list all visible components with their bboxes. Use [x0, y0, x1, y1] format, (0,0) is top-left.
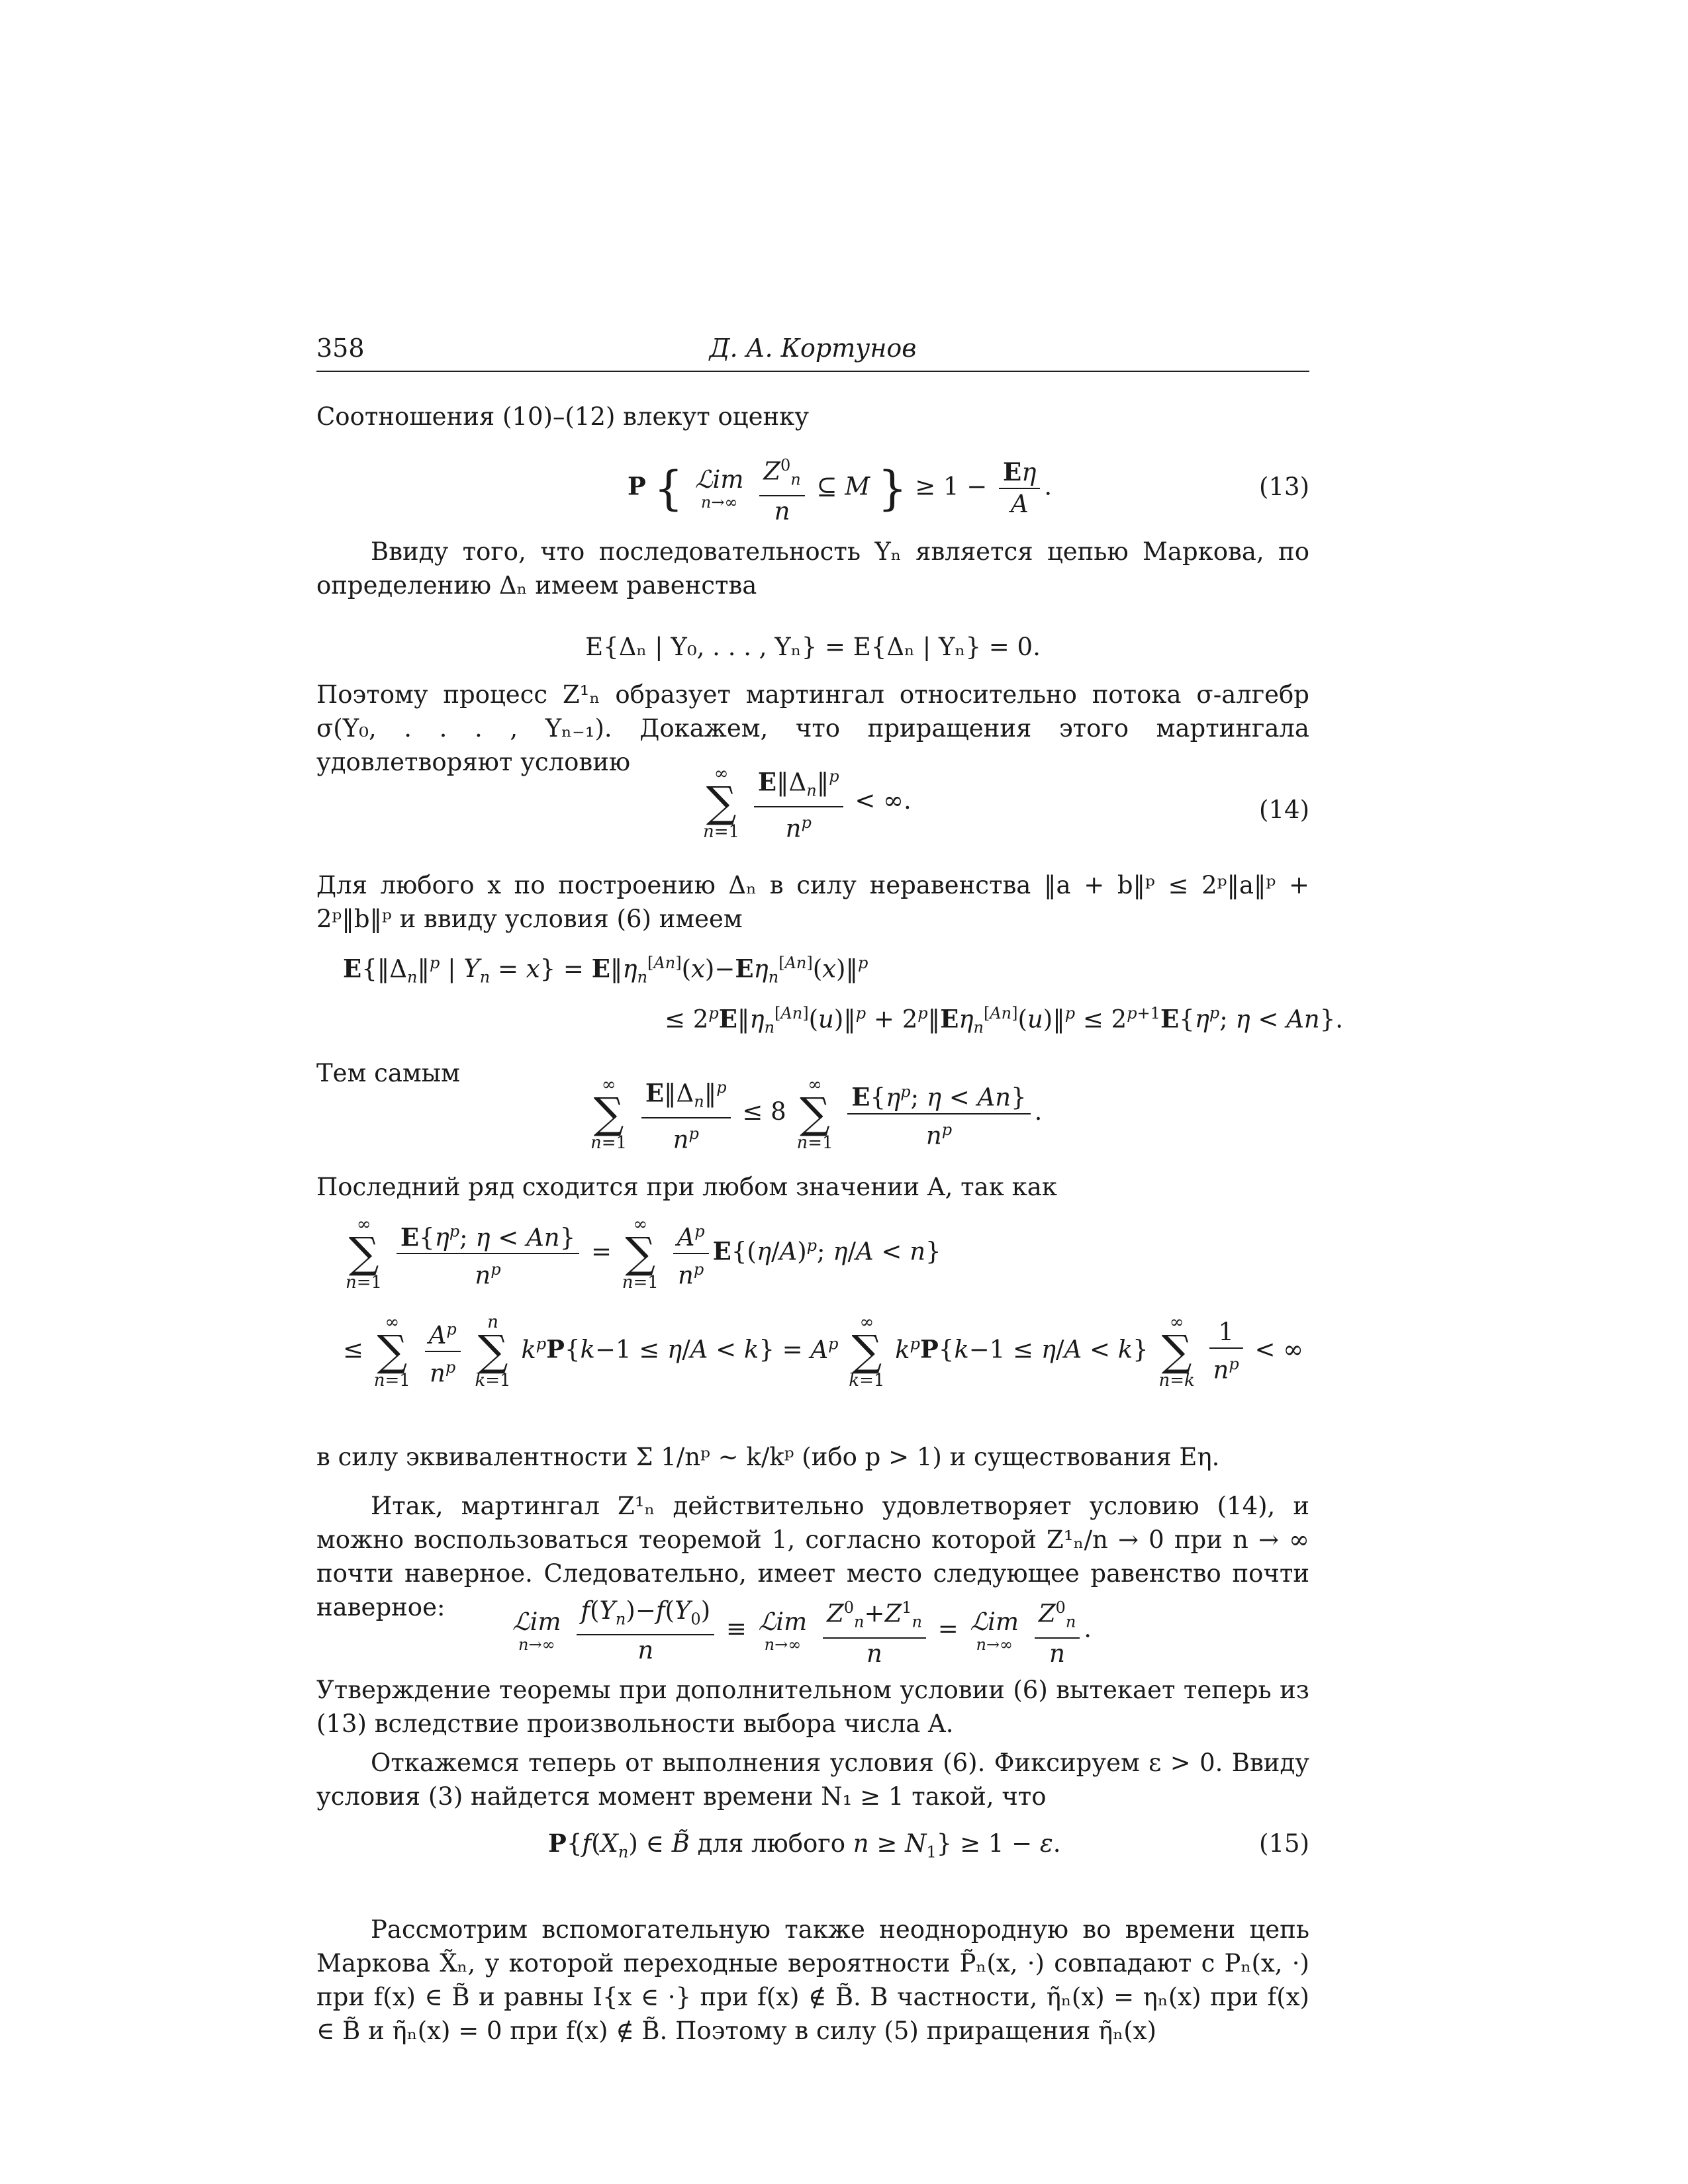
equation-sum-bound — [316, 1072, 1309, 1171]
equation-expectation — [316, 946, 1344, 1046]
paragraph: Итак, мартингал Z¹ₙ действительно удовлетворяет условию (14), и можно воспользоваться теоремой 1, согласно которой Z¹ₙ/n → 0 при n → ∞ почти наверное. Следовательно, имеет место следующее равенство почти наверное: — [316, 1492, 1309, 1621]
equation-martingale: E{Δₙ | Y₀, . . . , Yₙ} = E{Δₙ | Yₙ} = 0. — [585, 633, 1041, 661]
equation-body: ℒim n→∞ $\frac{f(Y_n)-f(Y_0)}{n}$ ≡ ℒim n→∞ $\frac{Z^0_n+Z^1_n}{n}$ = ℒim n→∞ $\frac{Z^0_n}{n}$ . — [508, 1592, 1092, 1669]
fraction: $\frac{Z^0_n}{n}$ — [759, 450, 804, 527]
paragraph: Последний ряд сходится при любом значении A, так как — [316, 1173, 1057, 1201]
equation-series — [316, 1215, 1309, 1414]
equation-line-2: ≤ ∞ ∑ n=1 $\frac{A^p}{n^p}$ n ∑ k=1 $k^pP\{k-1 \le \eta/A < k\} = A^p$ ∞ ∑ k=1 $k^pP\{k-1 \le \eta/A < k\}$ ∞ ∑ n=k $\frac{1}{n^p}$ < ∞ — [343, 1312, 1304, 1390]
paragraph: Для любого x по построению Δₙ в силу неравенства ‖a + b‖ᵖ ≤ 2ᵖ‖a‖ᵖ + 2ᵖ‖b‖ᵖ и ввиду условия (6) имеем — [316, 871, 1309, 933]
paragraph: Откажемся теперь от выполнения условия (6). Фиксируем ε > 0. Ввиду условия (3) найдется момент времени N₁ ≥ 1 такой, что — [316, 1749, 1309, 1811]
equation-15 — [316, 1827, 1309, 1866]
equation-text: для любого — [697, 1829, 845, 1858]
equation-body: ∞ ∑ n=1 $\frac{E‖\Delta_n‖^p}{n^p}$ ≤ 8 ∞ ∑ n=1 $\frac{E\{\eta^p; \eta < An\}}{n^p}$ . — [588, 1072, 1042, 1155]
paragraph: Соотношения (10)–(12) влекут оценку — [316, 402, 810, 431]
page-header — [316, 331, 1309, 372]
page-number: 358 — [316, 334, 365, 363]
equation-line-1: ∞ ∑ n=1 $\frac{E\{\eta^p; \eta < An\}}{n^p}$ = ∞ ∑ n=1 $\frac{A^p}{n^p}$ $E\{(\eta/A)^p$; η/A < n} — [346, 1214, 941, 1293]
fraction: $\frac{E‖\Delta_n‖^p}{n^p}$ — [754, 761, 843, 844]
equation-body: ∞ ∑ n=1 $\frac{E‖\Delta_n‖^p}{n^p}$ < ∞. — [700, 761, 912, 844]
paragraph: Тем самым — [316, 1059, 460, 1087]
equation-14 — [316, 761, 1309, 860]
equation-body: P { ℒim n→∞ $\frac{Z^0_n}{n}$ ⊆ M } ≥ 1 − $\frac{E\eta}{A}$ . — [628, 450, 1052, 527]
equation-number: (14) — [1259, 796, 1309, 824]
sum-sign: ∞ ∑ n=1 — [703, 763, 740, 842]
paragraph: в силу эквивалентности Σ 1/nᵖ ∼ k/kᵖ (ибо p > 1) и существования Eη. — [316, 1443, 1220, 1471]
equation-number: (15) — [1259, 1829, 1309, 1858]
equation-13 — [316, 450, 1309, 523]
paragraph: Рассмотрим вспомогательную также неоднородную во времени цепь Маркова X̃ₙ, у которой переходные вероятности P̃ₙ(x, ·) совпадают с Pₙ(x, ·) при f(x) ∈ B̃ и равны I{x ∈ ·} при f(x) ∉ B̃. В частности, η̃ₙ(x) = ηₙ(x) при f(x) ∈ B̃ и η̃ₙ(x) = 0 при f(x) ∉ B̃. Поэтому в силу (5) приращения η̃ₙ(x) — [316, 1915, 1309, 2045]
equation-body: $P\{f(X_n)$ ∈ B̃ для любого $n \ge N_1\} \ge 1 - \varepsilon$. — [548, 1829, 1061, 1862]
paragraph: Поэтому процесс Z¹ₙ образует мартингал относительно потока σ-алгебр σ(Y₀, . . . , Yₙ₋₁). Докажем, что приращения этого мартингала удовлетворяют условию — [316, 680, 1309, 776]
equation-line-2: ≤ $2^pE‖\eta_n[An](u)‖^p$ + $2^p‖E\eta_n[An](u)‖^p \le 2^{p+1}E\{\eta^p$; η < An}. — [665, 1004, 1344, 1037]
equation-number: (13) — [1259, 473, 1309, 501]
page — [316, 0, 1344, 2184]
paragraph: Утверждение теоремы при дополнительном условии (6) вытекает теперь из (13) вследствие произвольности выбора числа A. — [316, 1676, 1309, 1738]
running-title: Д. А. Кортунов — [709, 334, 917, 363]
equation-line-1: $E\{‖\Delta_n‖^p$ | $Y_n = x$} = $E‖\eta_n[An](x)-E\eta_n[An](x)‖^p$ — [343, 954, 868, 987]
paragraph: Ввиду того, что последовательность Yₙ является цепью Маркова, по определению Δₙ имеем равенства — [316, 537, 1309, 600]
equation-lim-equality — [316, 1592, 1309, 1668]
lim-operator: ℒim n→∞ — [694, 465, 744, 512]
fraction: $\frac{E\eta}{A}$ — [999, 457, 1040, 520]
